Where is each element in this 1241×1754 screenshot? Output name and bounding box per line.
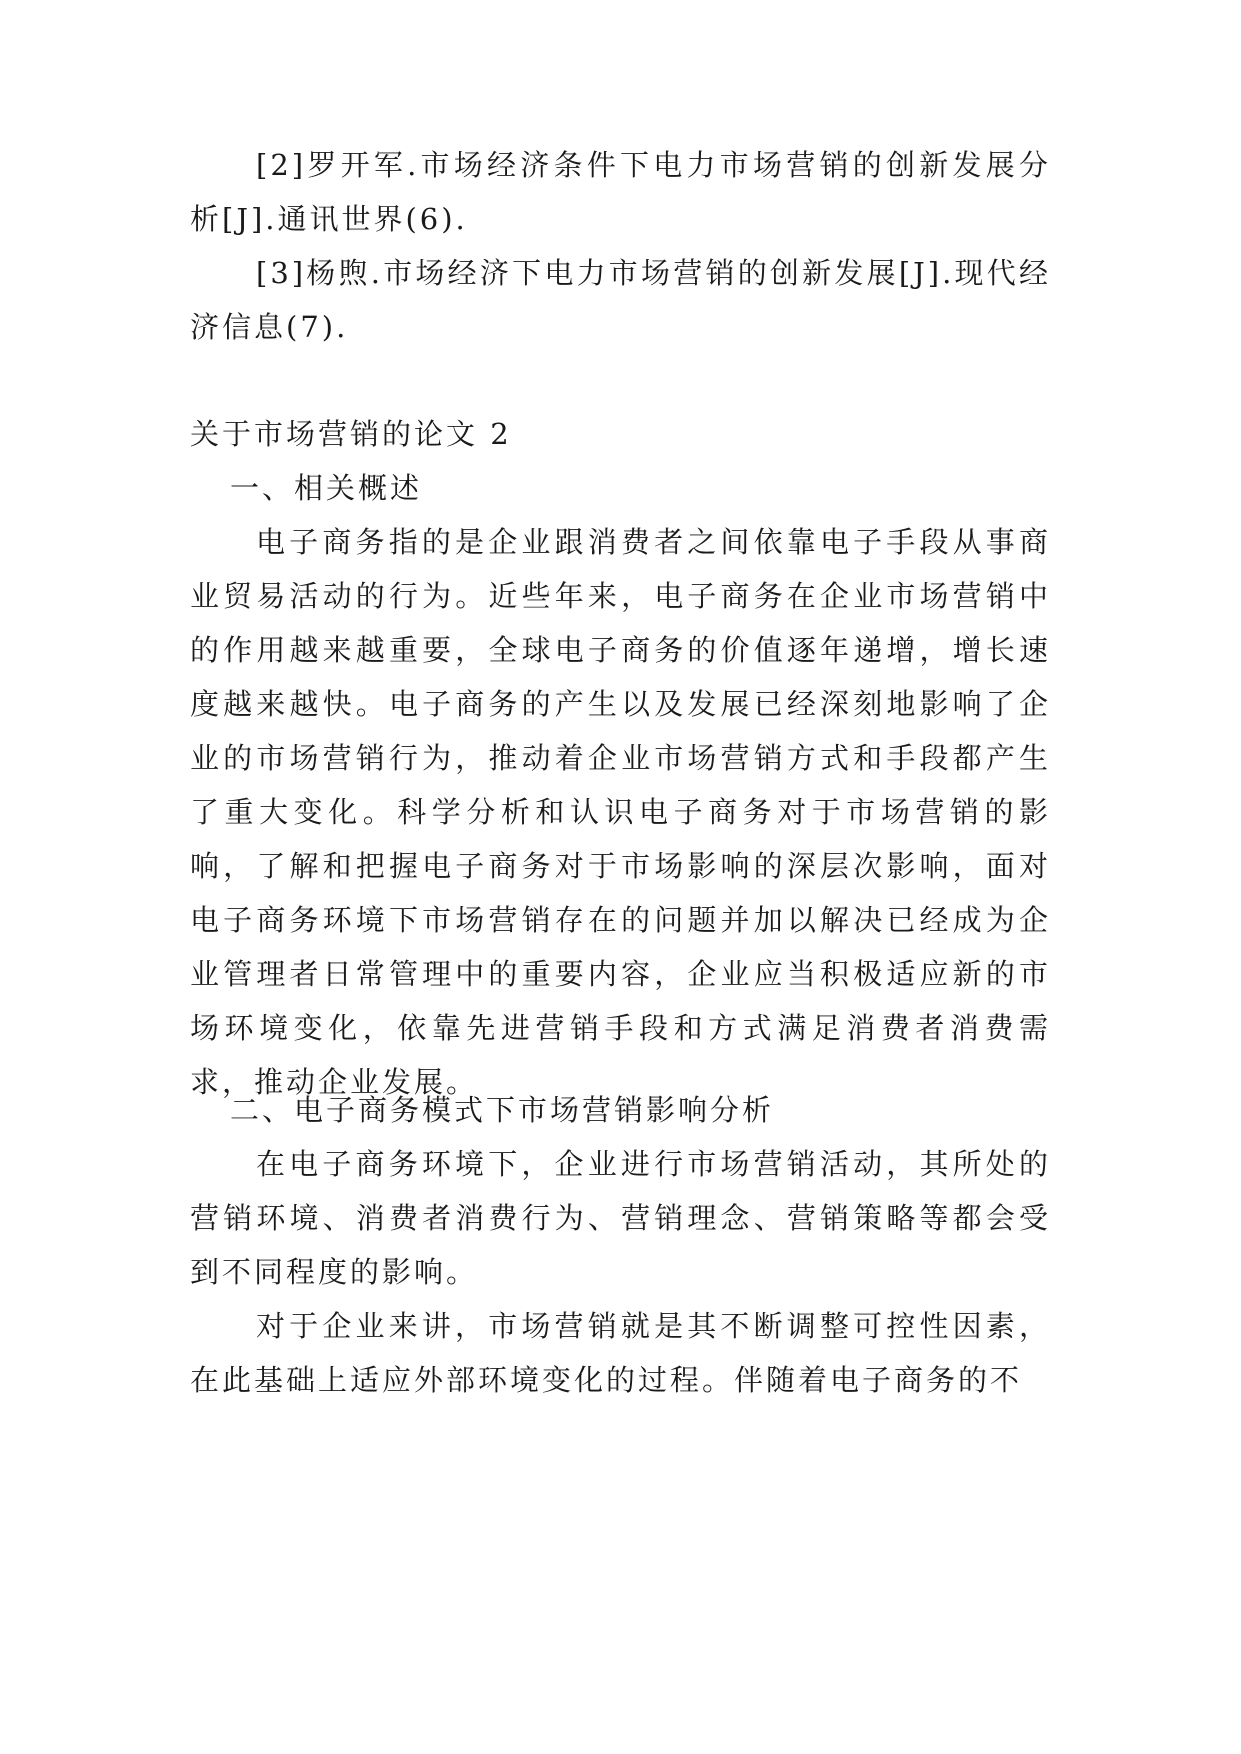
- subheading-overview: 一、相关概述: [230, 471, 423, 505]
- reference-2: [2]罗开军.市场经济条件下电力市场营销的创新发展分析[J].通讯世界(6).: [190, 148, 1051, 236]
- subheading-analysis: 二、电子商务模式下市场营销影响分析: [230, 1093, 775, 1127]
- paragraph-overview: 电子商务指的是企业跟消费者之间依靠电子手段从事商业贸易活动的行为。近些年来，电子商务在企业市场营销中的作用越来越重要，全球电子商务的价值逐年递增，增长速度越来越快。电子商务的产生以及发展已经深刻地影响了企业的市场营销行为，推动着企业市场营销方式和手段都产生了重大变化。科学分析和认识电子商务对于市场营销的影响，了解和把握电子商务对于市场影响的深层次影响，面对电子商务环境下市场营销存在的问题并加以解决已经成为企业管理者日常管理中的重要内容，企业应当积极适应新的市场环境变化，依靠先进营销手段和方式满足消费者消费需求，推动企业发展。: [190, 525, 1051, 1099]
- reference-3: [3]杨煦.市场经济下电力市场营销的创新发展[J].现代经济信息(7).: [190, 256, 1051, 344]
- section-title: 关于市场营销的论文 2: [190, 417, 512, 451]
- paragraph-analysis-continued: 对于企业来讲，市场营销就是其不断调整可控性因素，在此基础上适应外部环境变化的过程。伴随着电子商务的不: [190, 1309, 1051, 1397]
- paragraph-analysis-intro: 在电子商务环境下，企业进行市场营销活动，其所处的营销环境、消费者消费行为、营销理念、营销策略等都会受到不同程度的影响。: [190, 1147, 1051, 1289]
